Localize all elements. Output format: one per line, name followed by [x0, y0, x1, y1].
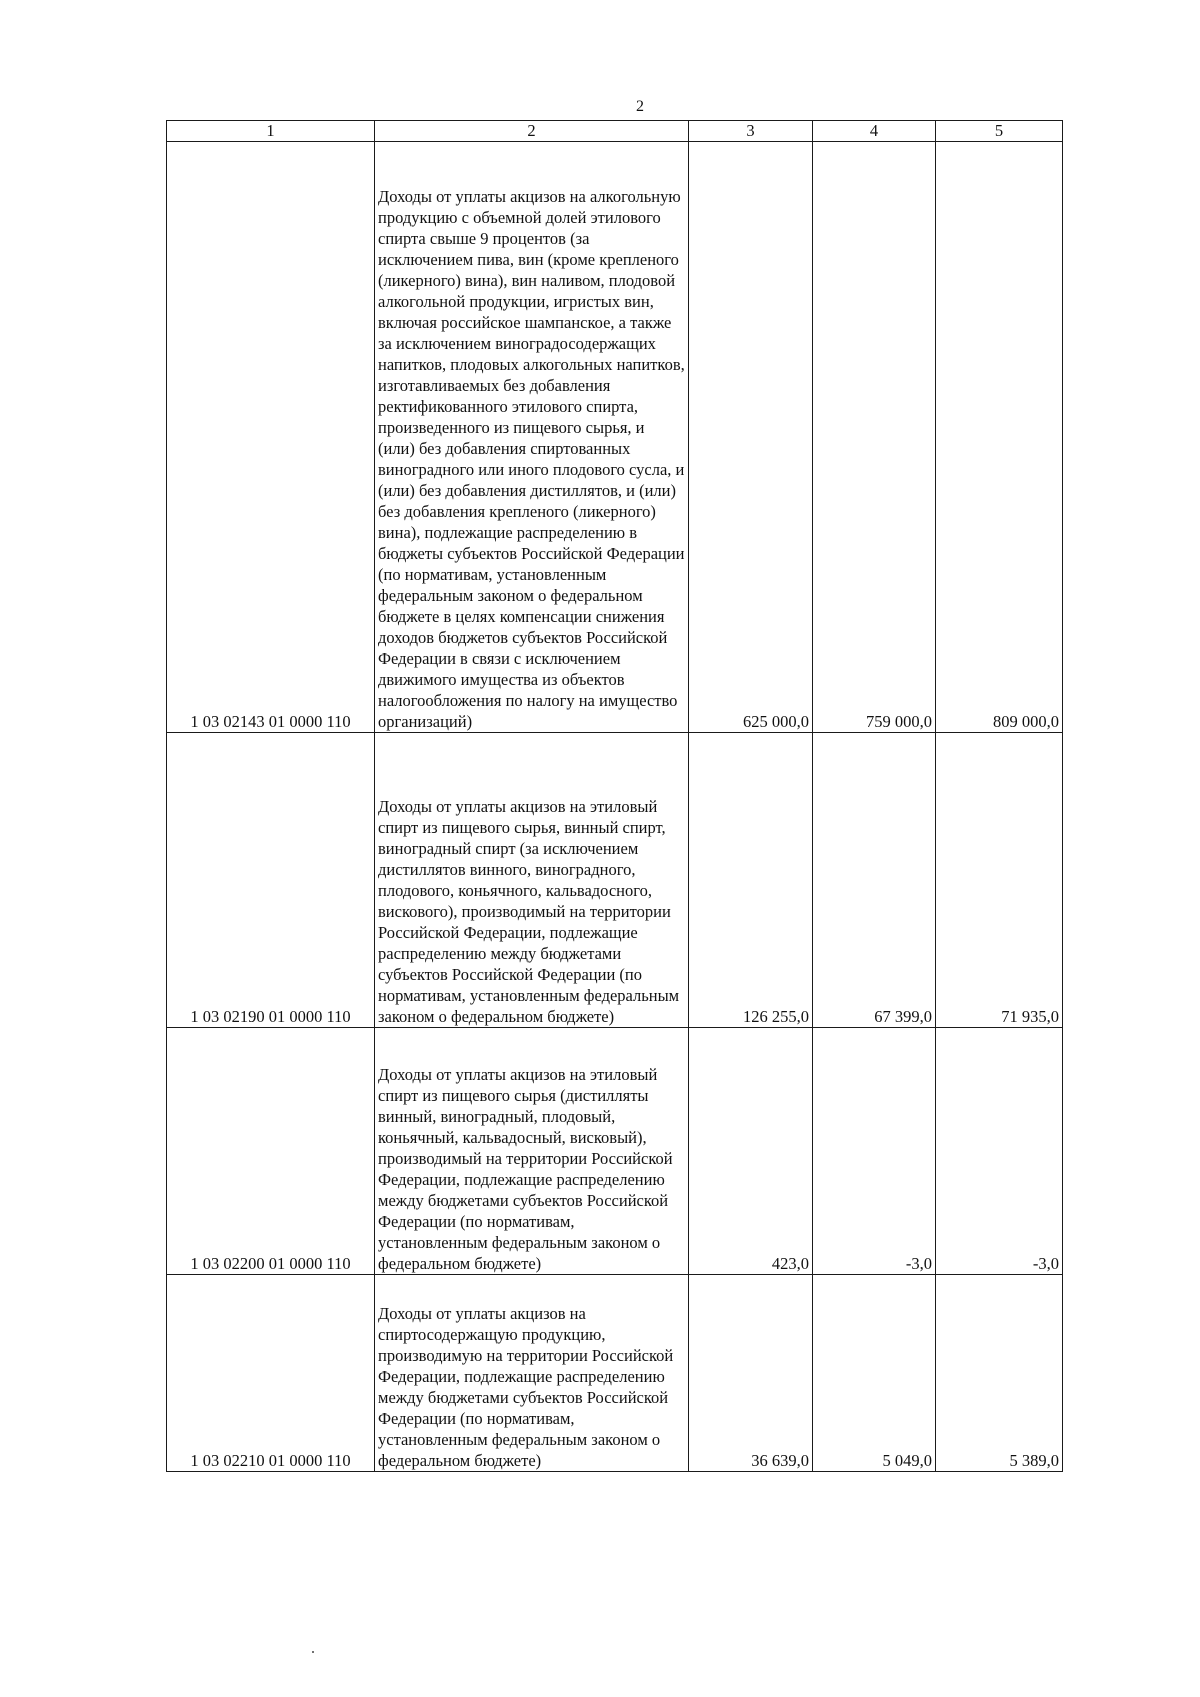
header-row: [167, 121, 1063, 142]
table-header: [167, 121, 1063, 142]
table-body: [167, 142, 1063, 1472]
amount-col3-cell: 423,0: [689, 1028, 813, 1275]
column-header-5: 5: [936, 121, 1063, 142]
amount-col5-cell: 71 935,0: [936, 733, 1063, 1028]
table-row: [167, 142, 1063, 733]
description-cell: Доходы от уплаты акцизов на спиртосодержащую продукцию, производимую на территории Российской Федерации, подлежащие распределению между бюджетами субъектов Российской Федерации (по нормативам, установленным федеральным законом о федеральном бюджете): [375, 1275, 689, 1472]
description-cell: Доходы от уплаты акцизов на алкогольную продукцию с объемной долей этилового спирта свыше 9 процентов (за исключением пива, вин (кроме крепленого (ликерного) вина), вин наливом, плодовой алкогольной продукции, игристых вин, включая российское шампанское, а также за исключением виноградосодержащих напитков, плодовых алкогольных напитков, изготавливаемых без добавления ректификованного этилового спирта, произведенного из пищевого сырья, и (или) без добавления спиртованных виноградного или иного плодового сусла, и (или) без добавления дистиллятов, и (или) без добавления крепленого (ликерного) вина), подлежащие распределению в бюджеты субъектов Российской Федерации (по нормативам, установленным федеральным законом о федеральном бюджете в целях компенсации снижения доходов бюджетов субъектов Российской Федерации в связи с исключением движимого имущества из объектов налогообложения по налогу на имущество организаций): [375, 142, 689, 733]
table-row: [167, 1275, 1063, 1472]
scan-speck: [312, 1651, 314, 1653]
amount-col3-cell: 36 639,0: [689, 1275, 813, 1472]
amount-col4-cell: 759 000,0: [813, 142, 936, 733]
revenue-table: [166, 120, 1063, 1472]
description-cell: Доходы от уплаты акцизов на этиловый спирт из пищевого сырья (дистилляты винный, виноградный, плодовый, коньячный, кальвадосный, висковый), производимый на территории Российской Федерации, подлежащие распределению между бюджетами субъектов Российской Федерации (по нормативам, установленным федеральным законом о федеральном бюджете): [375, 1028, 689, 1275]
amount-col3-cell: 625 000,0: [689, 142, 813, 733]
column-header-1: 1: [167, 121, 375, 142]
amount-col5-cell: 809 000,0: [936, 142, 1063, 733]
description-cell: Доходы от уплаты акцизов на этиловый спирт из пищевого сырья, винный спирт, виноградный спирт (за исключением дистиллятов винного, виноградного, плодового, коньячного, кальвадосного, вискового), производимый на территории Российской Федерации, подлежащие распределению между бюджетами субъектов Российской Федерации (по нормативам, установленным федеральным законом о федеральном бюджете): [375, 733, 689, 1028]
revenue-table-container: [166, 120, 1062, 1472]
table-row: [167, 1028, 1063, 1275]
amount-col5-cell: -3,0: [936, 1028, 1063, 1275]
amount-col3-cell: 126 255,0: [689, 733, 813, 1028]
column-header-2: 2: [375, 121, 689, 142]
budget-code-cell: 1 03 02200 01 0000 110: [167, 1028, 375, 1275]
table-row: [167, 733, 1063, 1028]
column-header-4: 4: [813, 121, 936, 142]
budget-code-cell: 1 03 02190 01 0000 110: [167, 733, 375, 1028]
budget-code-cell: 1 03 02143 01 0000 110: [167, 142, 375, 733]
budget-code-cell: 1 03 02210 01 0000 110: [167, 1275, 375, 1472]
column-header-3: 3: [689, 121, 813, 142]
amount-col4-cell: -3,0: [813, 1028, 936, 1275]
amount-col4-cell: 5 049,0: [813, 1275, 936, 1472]
amount-col5-cell: 5 389,0: [936, 1275, 1063, 1472]
page-number: 2: [636, 98, 644, 115]
amount-col4-cell: 67 399,0: [813, 733, 936, 1028]
